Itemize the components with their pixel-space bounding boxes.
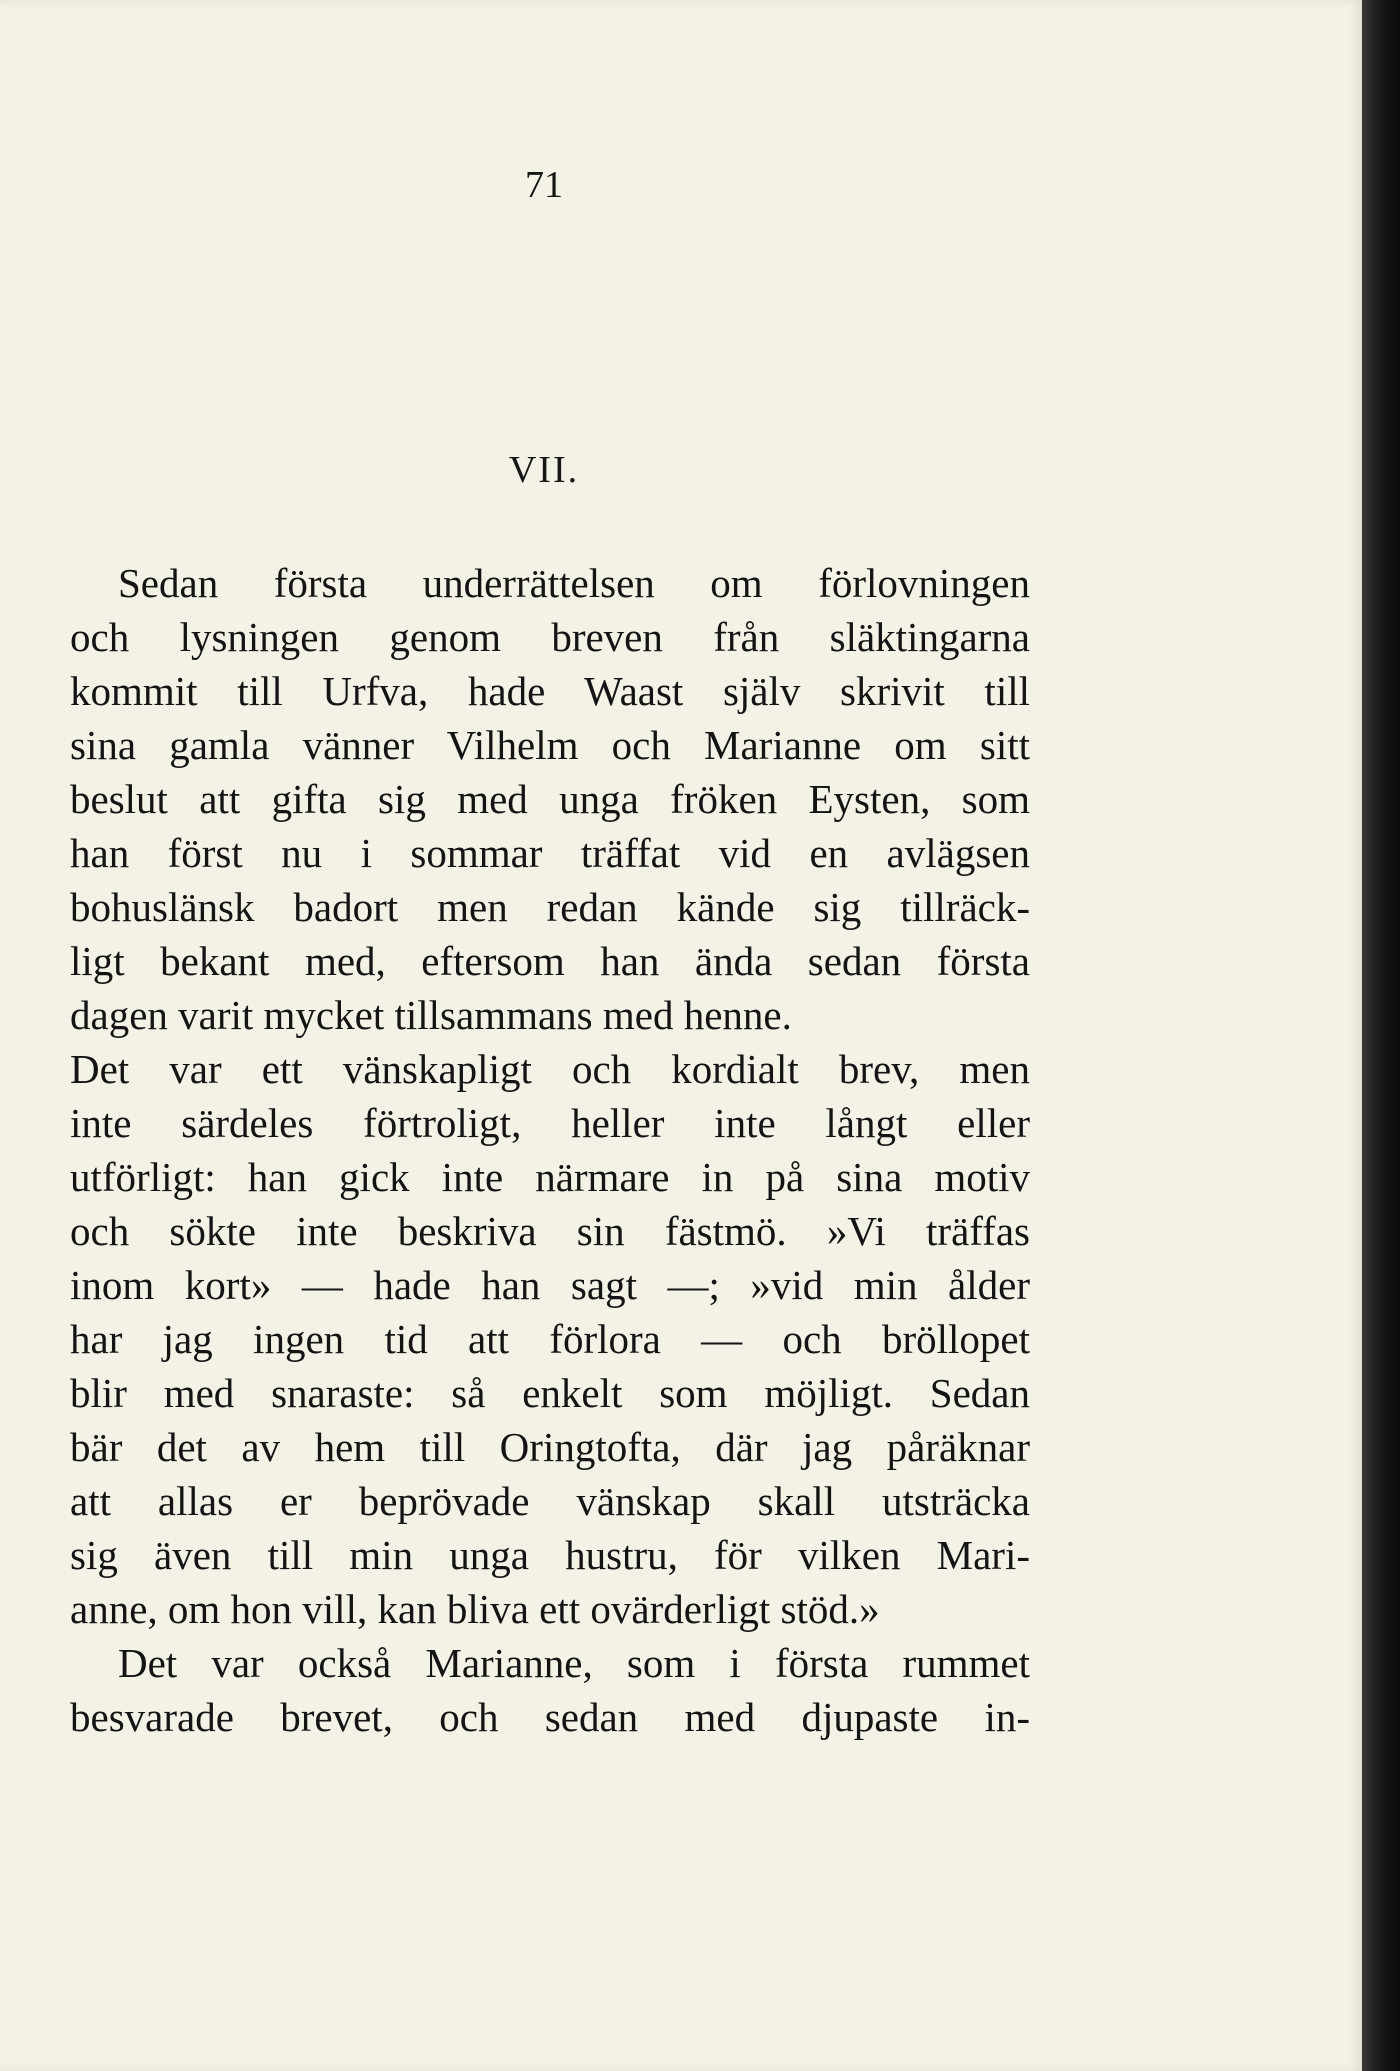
text-line: ligt bekant med, eftersom han ända sedan första: [70, 938, 1030, 984]
text-line: bär det av hem till Oringtofta, där jag påräknar: [70, 1424, 1030, 1470]
text-line: besvarade brevet, och sedan med djupaste in-: [70, 1694, 1030, 1740]
text-line: och sökte inte beskriva sin fästmö. »Vi träffas: [70, 1208, 1030, 1254]
text-line: Det var ett vänskapligt och kordialt brev, men: [70, 1046, 1030, 1092]
body-text: [70, 556, 1030, 1744]
text-line: bohuslänsk badort men redan kände sig tillräck-: [70, 884, 1030, 930]
text-line: Det var också Marianne, som i första rummet: [118, 1640, 1030, 1686]
text-line: beslut att gifta sig med unga fröken Eysten, som: [70, 776, 1030, 822]
chapter-heading: VII.: [508, 449, 580, 491]
text-line: har jag ingen tid att förlora — och bröllopet: [70, 1316, 1030, 1362]
text-line: sina gamla vänner Vilhelm och Marianne om sitt: [70, 722, 1030, 768]
text-line: han först nu i sommar träffat vid en avlägsen: [70, 830, 1030, 876]
text-line: blir med snaraste: så enkelt som möjligt. Sedan: [70, 1370, 1030, 1416]
text-line: inte särdeles förtroligt, heller inte långt eller: [70, 1100, 1030, 1146]
text-line: anne, om hon vill, kan bliva ett ovärderligt stöd.»: [70, 1586, 880, 1632]
text-line: Sedan första underrättelsen om förlovningen: [118, 560, 1030, 606]
text-line: inom kort» — hade han sagt —; »vid min ålder: [70, 1262, 1030, 1308]
text-line: och lysningen genom breven från släktingarna: [70, 614, 1030, 660]
scan-edge: [1362, 0, 1400, 2071]
text-line: dagen varit mycket tillsammans med henne.: [70, 992, 792, 1038]
text-line: att allas er beprövade vänskap skall utsträcka: [70, 1478, 1030, 1524]
page-number: 71: [525, 164, 563, 206]
text-line: kommit till Urfva, hade Waast själv skrivit till: [70, 668, 1030, 714]
text-line: sig även till min unga hustru, för vilken Mari-: [70, 1532, 1030, 1578]
text-line: utförligt: han gick inte närmare in på sina motiv: [70, 1154, 1030, 1200]
